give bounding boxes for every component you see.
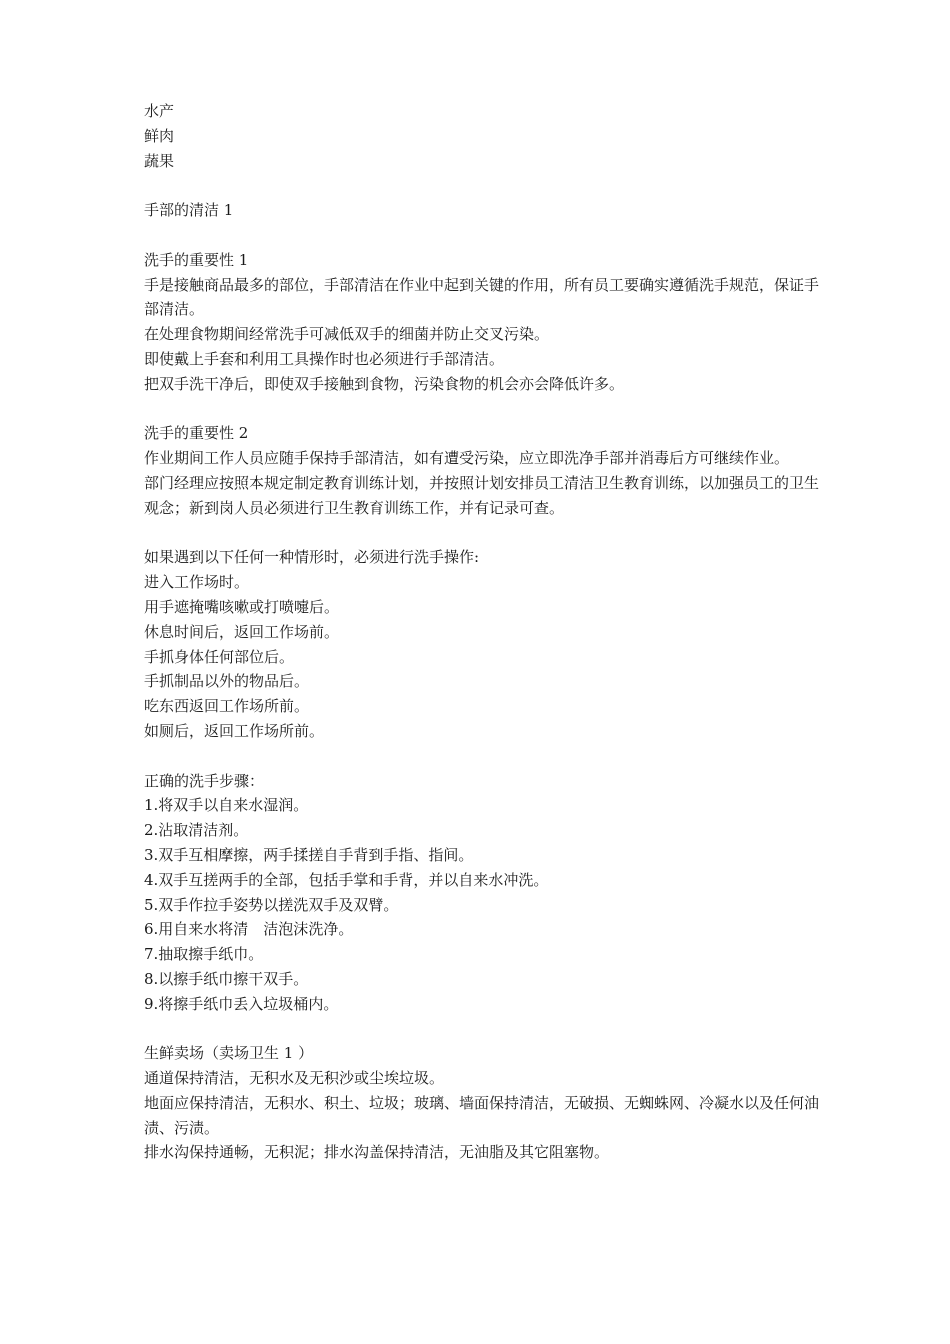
- importance-2-heading: 洗手的重要性 2: [144, 424, 249, 443]
- paragraph: 部门经理应按照本规定制定教育训练计划，并按照计划安排员工清洁卫生教育训练，以加强员工的卫生观念；新到岗人员必须进行卫生教育训练工作，并有记录可查。: [144, 473, 820, 517]
- paragraph: 通道保持清洁，无积水及无积沙或尘埃垃圾。: [144, 1069, 445, 1088]
- spacer: [144, 521, 824, 546]
- list-item: 手抓制品以外的物品后。: [144, 672, 310, 691]
- spacer: [144, 173, 824, 198]
- list-item: 吃东西返回工作场所前。: [144, 697, 310, 716]
- handwash-situations-section: [144, 545, 824, 743]
- step-item: 1.将双手以自来水湿润。: [144, 796, 309, 815]
- importance-2-section: [144, 421, 824, 520]
- paragraph: 地面应保持清洁，无积水、积土、垃圾；玻璃、墙面保持清洁，无破损、无蜘蛛网、冷凝水以及任何油渍、污渍。: [144, 1093, 820, 1137]
- paragraph: 作业期间工作人员应随手保持手部清洁，如有遭受污染，应立即洗净手部并消毒后方可继续作业。: [144, 449, 790, 468]
- step-item: 4.双手互搓两手的全部，包括手掌和手背，并以自来水冲洗。: [144, 870, 549, 889]
- step-item: 7.抽取擦手纸巾。: [144, 945, 264, 964]
- paragraph: 把双手洗干净后，即使双手接触到食物，污染食物的机会亦会降低许多。: [144, 374, 625, 393]
- steps-heading: 正确的洗手步骤：: [144, 771, 265, 790]
- situations-heading: 如果遇到以下任何一种情形时，必须进行洗手操作:: [144, 548, 480, 567]
- store-hygiene-section: [144, 1041, 824, 1165]
- list-item: 用手遮掩嘴咳嗽或打喷嚏后。: [144, 597, 340, 616]
- paragraph: 在处理食物期间经常洗手可减低双手的细菌并防止交叉污染。: [144, 325, 550, 344]
- hand-cleaning-heading: 手部的清洁 1: [144, 201, 234, 220]
- category-fresh-meat: 鲜肉: [144, 126, 175, 145]
- spacer: [144, 223, 824, 248]
- step-item: 9.将擦手纸巾丢入垃圾桶内。: [144, 994, 339, 1013]
- handwash-steps-section: [144, 769, 824, 1017]
- step-item: 6.用自来水将清 洁泡沫洗净。: [144, 920, 354, 939]
- step-item: 5.双手作拉手姿势以搓洗双手及双臂。: [144, 895, 399, 914]
- step-item: 3.双手互相摩擦，两手揉搓自手背到手指、指间。: [144, 845, 474, 864]
- category-produce: 蔬果: [144, 151, 175, 170]
- spacer: [144, 1016, 824, 1041]
- category-list: [144, 99, 824, 173]
- importance-1-heading: 洗手的重要性 1: [144, 250, 249, 269]
- list-item: 如厕后，返回工作场所前。: [144, 721, 325, 740]
- step-item: 2.沾取清洁剂。: [144, 821, 249, 840]
- step-item: 8.以擦手纸巾擦干双手。: [144, 969, 309, 988]
- spacer: [144, 744, 824, 769]
- paragraph: 手是接触商品最多的部位，手部清洁在作业中起到关键的作用，所有员工要确实遵循洗手规范，保证手部清洁。: [144, 275, 820, 319]
- importance-1-section: [144, 248, 824, 397]
- category-seafood: 水产: [144, 102, 175, 120]
- spacer: [144, 397, 824, 422]
- paragraph: 排水沟保持通畅，无积泥；排水沟盖保持清洁，无油脂及其它阻塞物。: [144, 1143, 610, 1162]
- paragraph: 即使戴上手套和利用工具操作时也必须进行手部清洁。: [144, 349, 505, 368]
- list-item: 手抓身体任何部位后。: [144, 647, 295, 666]
- list-item: 进入工作场时。: [144, 573, 250, 592]
- document-page: [144, 99, 824, 1165]
- list-item: 休息时间后，返回工作场前。: [144, 622, 340, 641]
- store-hygiene-heading: 生鲜卖场（卖场卫生 1 ）: [144, 1044, 314, 1063]
